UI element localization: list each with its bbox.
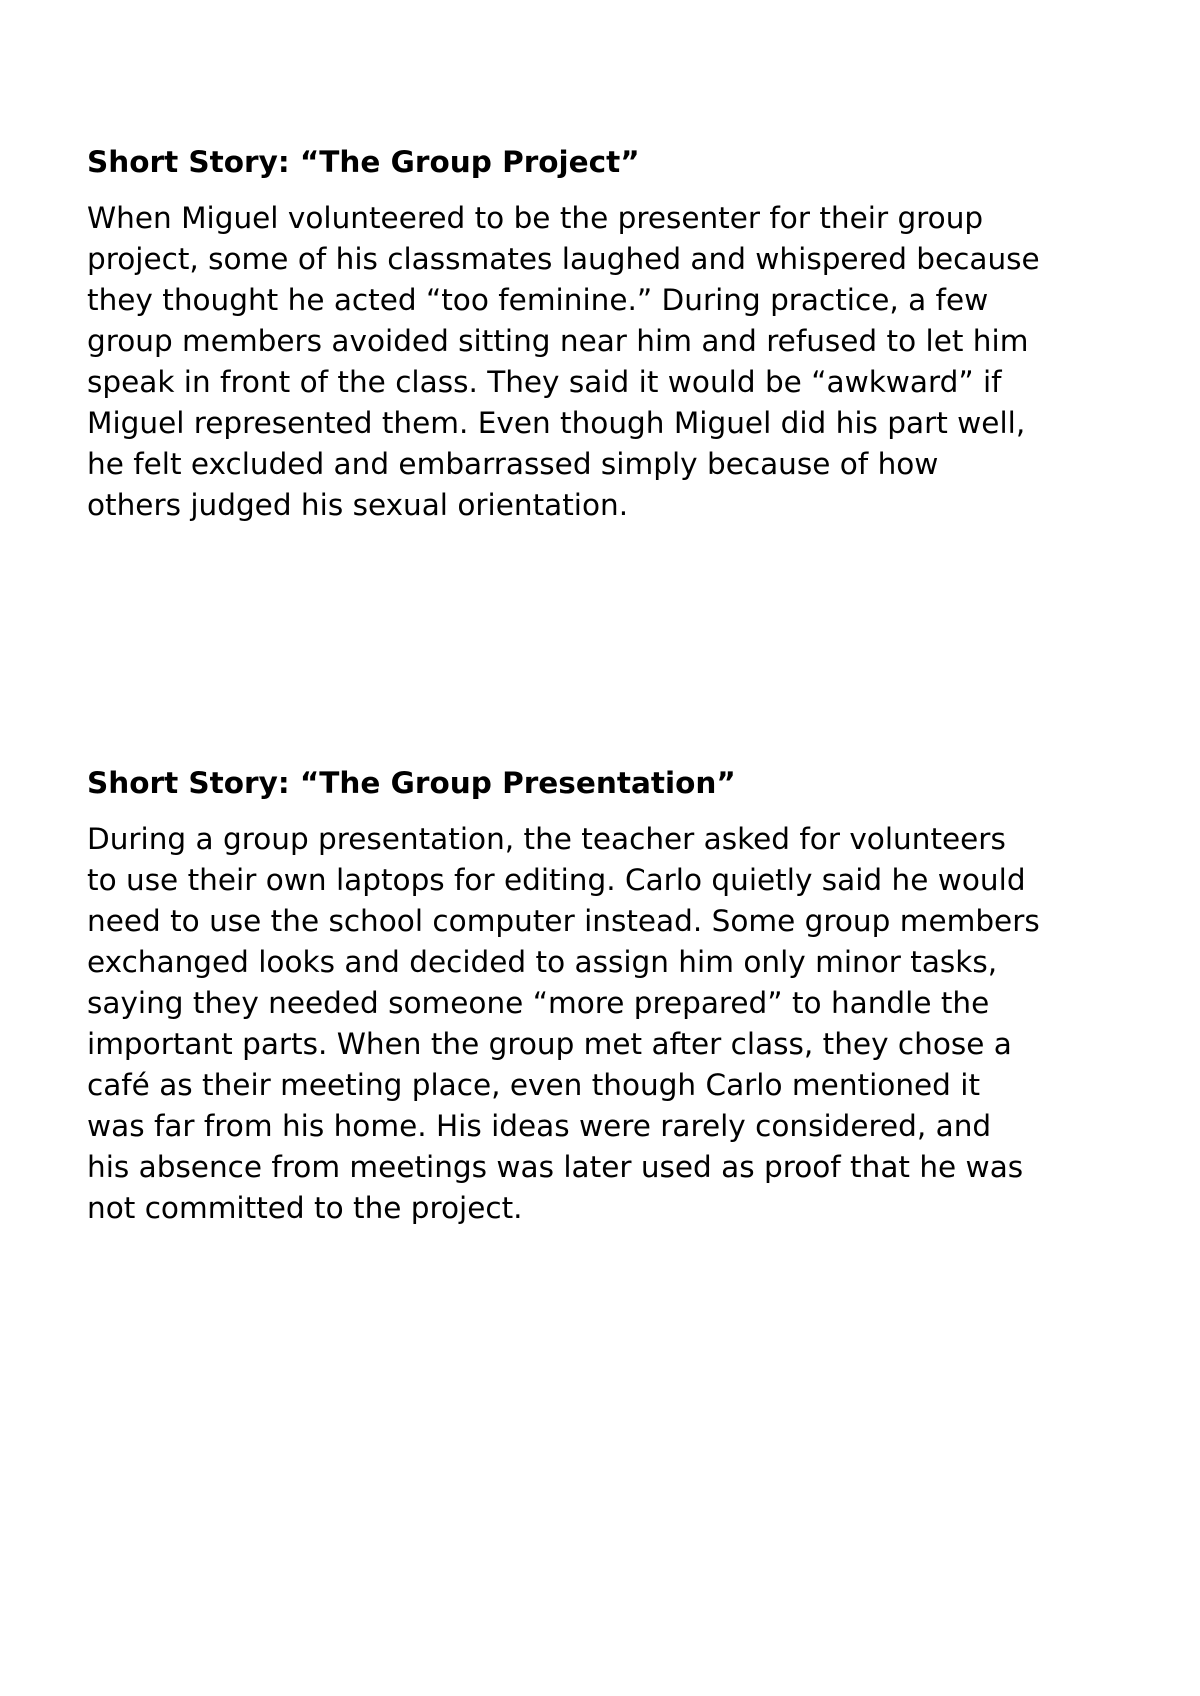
- story-line: Miguel represented them. Even though Miguel did his part well,: [87, 406, 1026, 440]
- story-line: café as their meeting place, even though Carlo mentioned it: [87, 1068, 981, 1102]
- story-group-project: [87, 142, 1147, 526]
- story-line: group members avoided sitting near him and refused to let him: [87, 324, 1029, 358]
- story-line: others judged his sexual orientation.: [87, 488, 629, 522]
- story-line: When Miguel volunteered to be the presenter for their group: [87, 201, 984, 235]
- story-title: Short Story: “The Group Presentation”: [87, 766, 736, 800]
- story-line: not committed to the project.: [87, 1191, 523, 1225]
- story-body: [87, 198, 1147, 526]
- story-line: need to use the school computer instead. Some group members: [87, 904, 1040, 938]
- story-line: exchanged looks and decided to assign him only minor tasks,: [87, 945, 998, 979]
- story-line: to use their own laptops for editing. Carlo quietly said he would: [87, 863, 1026, 897]
- story-line: During a group presentation, the teacher asked for volunteers: [87, 822, 1006, 856]
- story-line: project, some of his classmates laughed and whispered because: [87, 242, 1040, 276]
- story-group-presentation: [87, 763, 1147, 1229]
- story-title: Short Story: “The Group Project”: [87, 145, 640, 179]
- story-line: was far from his home. His ideas were rarely considered, and: [87, 1109, 992, 1143]
- story-line: his absence from meetings was later used as proof that he was: [87, 1150, 1024, 1184]
- story-line: speak in front of the class. They said it would be “awkward” if: [87, 365, 1002, 399]
- story-line: they thought he acted “too feminine.” During practice, a few: [87, 283, 989, 317]
- story-line: he felt excluded and embarrassed simply because of how: [87, 447, 939, 481]
- story-body: [87, 819, 1147, 1229]
- story-line: important parts. When the group met after class, they chose a: [87, 1027, 1012, 1061]
- story-line: saying they needed someone “more prepared” to handle the: [87, 986, 990, 1020]
